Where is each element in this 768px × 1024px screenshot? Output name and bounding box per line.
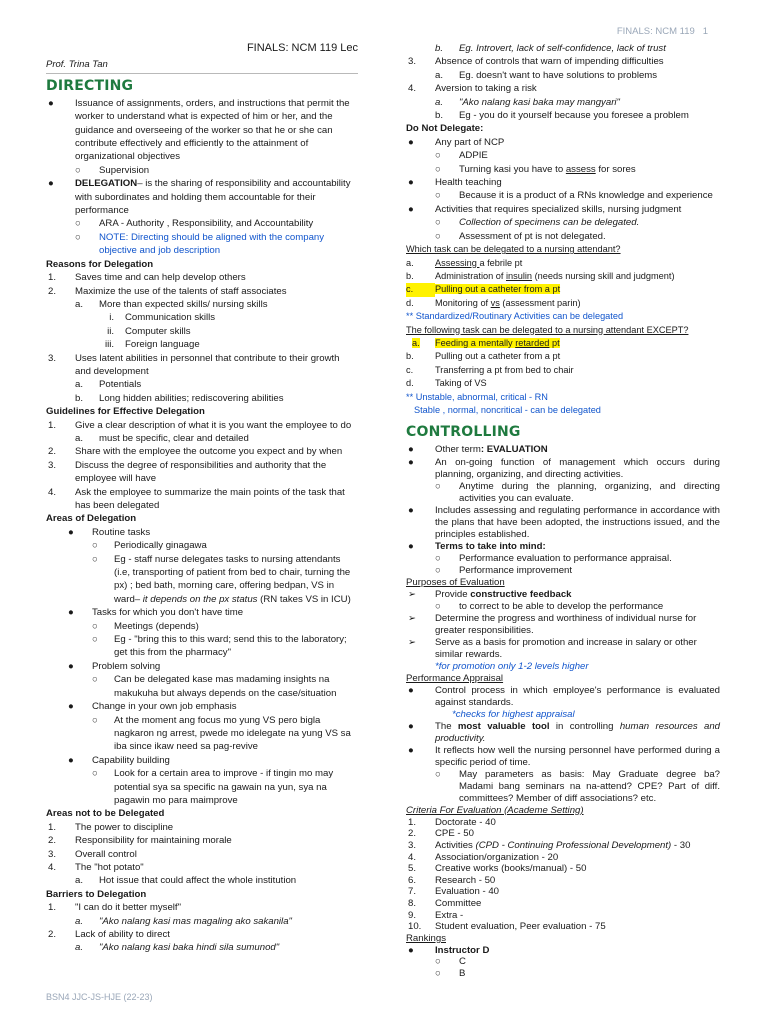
list-item: ○ C [435, 956, 466, 968]
list-item: 2. Share with the employee the outcome you expect and by when [48, 446, 343, 458]
bullet-icon: ● [68, 607, 74, 619]
list-item: 4. Association/organization - 20 [408, 851, 559, 863]
bullet-icon: ● [68, 701, 74, 713]
circle-bullet-icon: ○ [92, 634, 98, 646]
heading-do-not-delegate: Do Not Delegate: [406, 123, 484, 135]
list-item: ● Change in your own job emphasis [68, 701, 237, 713]
quiz2-question: The following task can be delegated to a nursing attendant EXCEPT? [406, 324, 689, 335]
list-item: a. More than expected skills/ nursing skills [75, 298, 268, 310]
list-item: ● Routine tasks [68, 526, 151, 538]
circle-bullet-icon: ○ [435, 230, 441, 242]
list-item: ● The most valuable tool in controlling human resources and productivity. [408, 720, 720, 744]
arrow-bullet-icon: ➢ [408, 612, 417, 624]
circle-bullet-icon: ○ [435, 600, 441, 612]
quiz1-option-a: a. Assessing a febrile pt [406, 257, 523, 268]
list-item: ○ Performance improvement [435, 564, 573, 576]
list-item: ○ Assessment of pt is not delegated. [435, 230, 606, 242]
list-item: ● Issuance of assignments, orders, and instructions that permit the worker to understand what is expected of him or her, and the guidance and overseeing of the worker so that he or she can contribute effectively and efficiently to the attainment of organizational objectives [48, 97, 350, 163]
list-item: ● An on-going function of management which occurs during planning, organizing, and directing activities. [408, 456, 720, 480]
list-item: ○ Meetings (depends) [92, 620, 199, 632]
list-item: ○ Can be delegated kase mas madaming insights na makukuha but always depends on the case/situation [92, 674, 337, 699]
list-item: ○ ARA - Authority , Responsibility, and Accountability [75, 218, 314, 230]
circle-bullet-icon: ○ [75, 231, 81, 243]
quiz1-note: ** Standardized/Routinary Activities can be delegated [406, 311, 624, 322]
quiz2-option-d: d. Taking of VS [406, 378, 487, 389]
list-item: 2. Lack of ability to direct [48, 929, 170, 940]
list-item: b. Eg. Introvert, lack of self-confidence, lack of trust [435, 43, 666, 54]
list-item: 10. Student evaluation, Peer evaluation - 75 [408, 921, 606, 933]
circle-bullet-icon: ○ [435, 480, 441, 492]
purposes-note: *for promotion only 1-2 levels higher [435, 660, 589, 672]
list-item: ● Includes assessing and regulating performance in accordance with the plans that have been adopted, the instructions issued, and the principles established. [408, 504, 720, 540]
page-header [617, 26, 708, 37]
list-item: ○ Eg - "bring this to this ward; send this to the laboratory; get this from the pharmacy" [92, 634, 347, 659]
list-item: a. Eg. doesn't want to have solutions to problems [435, 69, 658, 81]
directing-note: NOTE: Directing should be aligned with the company objective and job description [99, 231, 325, 257]
circle-bullet-icon: ○ [435, 190, 441, 202]
list-item: 1. The power to discipline [48, 821, 174, 833]
list-item: 7. Evaluation - 40 [408, 886, 499, 898]
list-item: ○ to correct to be able to develop the performance [435, 600, 664, 612]
quiz2-note: ** Unstable, abnormal, critical - RN [406, 391, 548, 402]
quiz1-option-c: c. Pulling out a catheter from a pt [406, 283, 720, 296]
bullet-icon: ● [408, 177, 414, 189]
circle-bullet-icon: ○ [435, 967, 441, 979]
list-item: ii. Computer skills [107, 325, 191, 337]
bullet-icon: ● [48, 97, 54, 109]
heading-criteria: Criteria For Evaluation (Academe Setting) [406, 804, 584, 816]
list-item: 4. Aversion to taking a risk [408, 83, 537, 95]
list-item: ○ Periodically ginagawa [92, 540, 207, 552]
circle-bullet-icon: ○ [92, 714, 98, 726]
list-item: i. Communication skills [109, 312, 216, 324]
list-item: ○ Turning kasi you have to assess for sores [435, 163, 636, 175]
bullet-icon: ● [408, 203, 414, 215]
bullet-icon: ● [408, 540, 414, 552]
highlighted-answer: Feeding a mentally retarded pt [435, 337, 560, 348]
list-item: a. "Ako nalang kasi baka may mangyari" [435, 96, 620, 108]
list-item: 1. "I can do it better myself" [48, 902, 181, 914]
list-item: ● Problem solving [68, 660, 161, 672]
quiz2-option-c: c. Transferring a pt from bed to chair [406, 364, 574, 375]
bullet-icon: ● [408, 744, 414, 756]
doc-title: FINALS: NCM 119 Lec [246, 42, 358, 54]
circle-bullet-icon: ○ [435, 564, 441, 576]
list-item: 1. Give a clear description of what it is you want the employee to do [48, 419, 352, 431]
list-item: 4. The "hot potato" [48, 861, 144, 873]
bullet-icon: ● [408, 504, 414, 516]
bullet-icon: ● [408, 720, 414, 732]
list-item: 5. Creative works (books/manual) - 50 [408, 863, 587, 875]
bullet-icon: ● [68, 660, 74, 672]
list-item [46, 231, 358, 258]
quiz2-option-b: b. Pulling out a catheter from a pt [406, 351, 561, 362]
list-item: ● DELEGATION– is the sharing of responsibility and accountability with subordinates and holding them accountable for their performance [48, 178, 351, 217]
list-item: a. Hot issue that could affect the whole institution [75, 875, 297, 887]
list-item: a. must be specific, clear and detailed [75, 432, 249, 444]
arrow-bullet-icon: ➢ [408, 636, 417, 648]
list-item: 3. Activities (CPD - Continuing Professional Development) - 30 [408, 839, 691, 851]
bullet-icon: ● [408, 684, 414, 696]
list-item: 3. Uses latent abilities in personnel that contribute to their growth and development [48, 352, 340, 377]
circle-bullet-icon: ○ [435, 163, 441, 175]
list-item: ○ Supervision [75, 164, 150, 176]
list-item: ➢ Serve as a basis for promotion and increase in salary or other similar rewards. [408, 636, 697, 660]
heading-areas: Areas of Delegation [46, 513, 137, 525]
list-item: ➢ Determine the progress and worthiness of individual nurse for greater responsibilities. [408, 612, 697, 636]
quiz1-question: Which task can be delegated to a nursing attendant? [406, 244, 621, 255]
list-item: iii. Foreign language [104, 339, 200, 351]
page-footer: BSN4 JJC-JS-HJE (22-23) [46, 992, 153, 1002]
circle-bullet-icon: ○ [435, 150, 441, 162]
page-number: 1 [702, 26, 708, 37]
bullet-icon: ● [408, 136, 414, 148]
quiz1-option-d: d. Monitoring of vs (assessment parin) [406, 297, 581, 308]
list-item: b. Eg - you do it yourself because you foresee a problem [435, 110, 689, 122]
list-item: ● Any part of NCP [408, 136, 505, 148]
circle-bullet-icon: ○ [92, 674, 98, 686]
circle-bullet-icon: ○ [435, 217, 441, 229]
list-item: 8. Committee [408, 897, 482, 909]
list-item: ○ May parameters as basis: May Graduate degree ba? Madami bang seminars na na-attend? CPE? Part of diff. committees? Member of diff associations? etc. [435, 768, 720, 804]
bullet-icon: ● [408, 944, 414, 956]
left-column [46, 40, 358, 955]
list-item: a. "Ako nalang kasi mas magaling ako sakanila" [75, 915, 292, 927]
list-item: ○ ADPIE [435, 150, 488, 162]
list-item: ○ At the moment ang focus mo yung VS pero bigla nagkaron ng arrest, pwede mo idelegate na yung VS sa iba since ikaw need sa pag-revive [92, 714, 351, 753]
heading-rankings: Rankings [406, 932, 446, 944]
list-item: 1. Saves time and can help develop others [48, 272, 246, 284]
circle-bullet-icon: ○ [75, 164, 81, 176]
list-item: 3. Absence of controls that warn of impending difficulties [408, 56, 664, 68]
list-item: ○ Look for a certain area to improve - if tingin mo may potential sya sa specific na gawain na yun, sya na pagawin mo para maimprove [92, 768, 334, 806]
list-item: ● Other term: EVALUATION [408, 444, 548, 456]
bullet-icon: ● [68, 526, 74, 538]
quiz1-option-b: b. Administration of insulin (needs nursing skill and judgment) [406, 270, 675, 281]
list-item: 1. Doctorate - 40 [408, 816, 496, 828]
list-item: 4. Ask the employee to summarize the main points of the task that has been delegated [48, 486, 345, 511]
circle-bullet-icon: ○ [92, 768, 98, 780]
circle-bullet-icon: ○ [92, 540, 98, 552]
delegation-term: DELEGATION [75, 178, 138, 190]
bullet-icon: ● [408, 444, 414, 456]
heading-purposes: Purposes of Evaluation [406, 576, 505, 588]
list-item: 6. Research - 50 [408, 874, 496, 886]
page-header-label: FINALS: NCM 119 [616, 26, 695, 37]
list-item: ○ Collection of specimens can be delegated. [435, 217, 640, 229]
appraisal-note: *checks for highest appraisal [452, 708, 575, 720]
quiz2-note: Stable , normal, noncritical - can be delegated [414, 404, 601, 415]
heading-guidelines: Guidelines for Effective Delegation [46, 406, 205, 418]
heading-not-delegated: Areas not to be Delegated [46, 808, 165, 820]
list-item: ➢ Provide constructive feedback [408, 588, 572, 600]
list-item: ○ Eg - staff nurse delegates tasks to nursing attendants (i.e, transporting of patient from bed to chair, turning the px) ; bed bath, morning care, offering bedpan, VS in ward– it depends on the px status (RN takes VS in ICU) [92, 553, 351, 605]
right-column [406, 42, 720, 980]
professor-name: Prof. Trina Tan [46, 58, 358, 73]
list-item: ○ Performance evaluation to performance appraisal. [435, 552, 672, 564]
list-item: ● Capability building [68, 754, 170, 766]
circle-bullet-icon: ○ [92, 620, 98, 632]
list-item: a. Potentials [75, 379, 142, 391]
list-item: ● Health teaching [408, 177, 502, 189]
circle-bullet-icon: ○ [75, 218, 81, 230]
arrow-bullet-icon: ➢ [408, 588, 417, 600]
list-item: ○ Because it is a product of a RNs knowledge and experience [435, 190, 713, 202]
list-item: ● Control process in which employee's performance is evaluated against standards. [408, 684, 720, 708]
circle-bullet-icon: ○ [435, 552, 441, 564]
bullet-icon: ● [408, 456, 414, 468]
list-item: 2. Responsibility for maintaining morale [48, 835, 232, 847]
section-controlling: CONTROLLING [406, 424, 521, 441]
list-item: ○ Anytime during the planning, organizing, and directing activities you can evaluate. [435, 480, 720, 504]
circle-bullet-icon: ○ [92, 553, 98, 565]
list-item: ● Tasks for which you don't have time [68, 607, 244, 619]
list-item: ● Instructor D [408, 944, 490, 956]
list-item: ○ B [435, 967, 466, 979]
heading-barriers: Barriers to Delegation [46, 888, 147, 900]
list-item: 3. Discuss the degree of responsibilities and authority that the employee will have [48, 459, 327, 485]
list-item: 9. Extra - [408, 909, 464, 921]
list-item: ● Terms to take into mind: [408, 540, 546, 552]
bullet-icon: ● [48, 178, 54, 190]
list-item: a. "Ako nalang kasi baka hindi sila sumunod" [75, 942, 280, 954]
list-item: ● It reflects how well the nursing personnel have performed during a specific period of time. [408, 744, 720, 768]
heading-appraisal: Performance Appraisal [406, 672, 504, 684]
heading-reasons: Reasons for Delegation [46, 258, 154, 270]
list-item: ● Activities that requires specialized skills, nursing judgment [408, 203, 682, 215]
section-directing: DIRECTING [46, 77, 134, 94]
highlighted-answer: Pulling out a catheter from a pt [435, 284, 561, 295]
list-item: 3. Overall control [48, 848, 137, 860]
circle-bullet-icon: ○ [435, 956, 441, 968]
list-item: b. Long hidden abilities; rediscovering abilities [75, 392, 284, 404]
list-item: 2. CPE - 50 [408, 828, 474, 840]
list-item: 2. Maximize the use of the talents of staff associates [48, 285, 287, 297]
bullet-icon: ● [68, 754, 74, 766]
circle-bullet-icon: ○ [435, 768, 441, 780]
quiz2-option-a: a. Feeding a mentally retarded pt [412, 337, 560, 348]
